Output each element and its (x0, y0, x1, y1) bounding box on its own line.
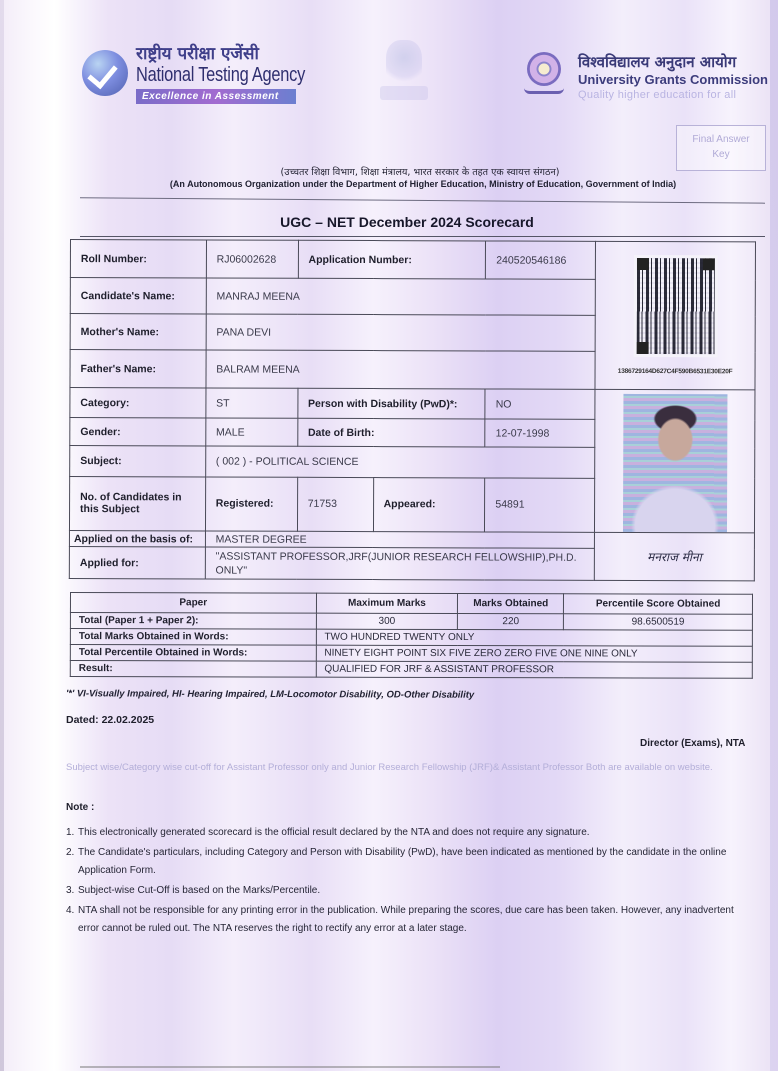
gender-value: MALE (205, 418, 297, 447)
note-item: 3. Subject-wise Cut-Off is based on the Marks/Percentile. (66, 885, 321, 896)
scan-edge-right (770, 0, 778, 1071)
divider (80, 236, 765, 237)
nta-logo (82, 44, 342, 104)
date-issued: Dated: 22.02.2025 (66, 714, 155, 726)
category-value: ST (206, 388, 298, 419)
score-table (70, 592, 753, 679)
candidate-signature: मनराज मीना (647, 550, 702, 565)
father-name-value: BALRAM MEENA (206, 350, 596, 389)
table-row (70, 661, 752, 679)
scan-edge-left (0, 0, 4, 1071)
subject-value: ( 002 ) - POLITICAL SCIENCE (205, 446, 595, 478)
page-title: UGC – NET December 2024 Scorecard (280, 214, 534, 230)
mother-name-value: PANA DEVI (206, 314, 596, 351)
dob-label: Date of Birth: (297, 418, 485, 447)
appeared-label: Appeared: (373, 477, 485, 532)
stamp-line-2: Key (712, 149, 730, 160)
percentile-words-value: NINETY EIGHT POINT SIX FIVE ZERO ZERO FIVE ONE NINE ONLY (316, 645, 752, 662)
table-row (70, 388, 755, 421)
applied-basis-value: MASTER DEGREE (205, 531, 595, 548)
mother-name-label: Mother's Name: (70, 314, 206, 350)
result-value: QUALIFIED FOR JRF & ASSISTANT PROFESSOR (316, 661, 752, 678)
ugc-logo (522, 52, 768, 102)
roll-number-value: RJ06002628 (206, 240, 298, 278)
dob-value: 12-07-1998 (485, 419, 595, 448)
org-description-english: (An Autonomous Organization under the Department of Higher Education, Ministry of Education, Government of India) (169, 179, 677, 189)
ugc-hindi-name: विश्वविद्यालय अनुदान आयोग (578, 53, 737, 71)
qr-code-text: 1386729164D627C4F590B6531E30E20F (617, 367, 733, 376)
col-header-percentile: Percentile Score Obtained (564, 594, 753, 614)
pwd-legend: '*' VI-Visually Impaired, HI- Hearing Impaired, LM-Locomotor Disability, OD-Other Disability (65, 688, 475, 701)
nta-hindi-name: राष्ट्रीय परीक्षा एजेंसी (136, 44, 259, 64)
col-header-maximum-marks: Maximum Marks (316, 593, 458, 613)
org-description-hindi: (उच्चतर शिक्षा विभाग, शिक्षा मंत्रालय, भारत सरकार के तहत एक स्वायत्त संगठन) (280, 167, 560, 178)
photo-cell (595, 389, 755, 533)
director-signatory: Director (Exams), NTA (640, 738, 746, 749)
candidate-photo (623, 394, 727, 532)
registered-value: 71753 (297, 477, 373, 532)
score-header-row (70, 593, 752, 615)
candidate-name-label: Candidate's Name: (70, 278, 206, 314)
qr-code-icon (636, 258, 714, 354)
ugc-tagline: Quality higher education for all (578, 89, 737, 101)
table-row (70, 613, 752, 631)
table-row (70, 645, 752, 663)
ugc-english-name: University Grants Commission (578, 72, 768, 87)
appeared-value: 54891 (485, 478, 595, 533)
candidate-info-table (69, 239, 756, 581)
result-label: Result: (70, 661, 316, 678)
divider (80, 197, 765, 203)
col-header-paper: Paper (70, 593, 316, 614)
table-row (70, 629, 752, 647)
nta-tagline: Excellence in Assessment (136, 89, 296, 104)
note-item: 1. This electronically generated scorecard is the official result declared by the NTA and does not require any signature. (66, 827, 590, 838)
cutoff-note: Subject wise/Category wise cut-off for Assistant Professor only and Junior Research Fellowship (JRF)& Assistant Professor Both are available on website. (66, 762, 713, 773)
applied-for-value: "ASSISTANT PROFESSOR,JRF(JUNIOR RESEARCH FELLOWSHIP),PH.D. ONLY" (205, 547, 595, 580)
applied-for-label: Applied for: (69, 546, 205, 578)
ugc-wheel-icon (522, 52, 566, 98)
notes-list (66, 824, 756, 940)
subject-label: Subject: (70, 446, 206, 477)
candidate-name-value: MANRAJ MEENA (206, 278, 596, 315)
roll-number-label: Roll Number: (70, 240, 206, 278)
marks-words-value: TWO HUNDRED TWENTY ONLY (316, 629, 752, 646)
application-number-value: 240520546186 (486, 241, 596, 279)
signature-cell (594, 532, 754, 581)
notes-heading: Note : (66, 802, 95, 813)
marks-obtained-value: 220 (458, 614, 564, 630)
note-item: 4. NTA shall not be responsible for any printing error in the publication. While preparing the scores, due care has been taken. However, any inadvertent error cannot be ruled out. The NTA reserves the right to rectify any error at a later stage. (66, 905, 734, 934)
national-emblem-icon (378, 40, 430, 110)
stamp-line-1: Final Answer (692, 134, 750, 145)
registered-label: Registered: (205, 477, 297, 532)
marks-words-label: Total Marks Obtained in Words: (70, 629, 316, 646)
note-item: 2. The Candidate's particulars, including Category and Person with Disability (PwD), have been indicated as mentioned by the candidate in the online Application Form. (66, 847, 727, 876)
total-label: Total (Paper 1 + Paper 2): (70, 613, 316, 630)
col-header-marks-obtained: Marks Obtained (458, 594, 564, 614)
percentile-value: 98.6500519 (564, 614, 753, 630)
gender-label: Gender: (70, 418, 206, 447)
application-number-label: Application Number: (298, 240, 486, 279)
category-label: Category: (70, 388, 206, 419)
maximum-marks-value: 300 (316, 613, 458, 629)
nta-checkmark-icon (82, 50, 128, 96)
father-name-label: Father's Name: (70, 350, 206, 388)
candidates-count-label: No. of Candidates in this Subject (69, 476, 205, 531)
applied-basis-label: Applied on the basis of: (69, 530, 205, 546)
nta-english-name: National Testing Agency (136, 64, 306, 86)
percentile-words-label: Total Percentile Obtained in Words: (70, 645, 316, 662)
qr-cell (595, 241, 755, 390)
pwd-value: NO (485, 389, 595, 420)
table-row (70, 240, 755, 280)
scan-bottom-edge (80, 1066, 500, 1068)
pwd-label: Person with Disability (PwD)*: (298, 388, 486, 419)
